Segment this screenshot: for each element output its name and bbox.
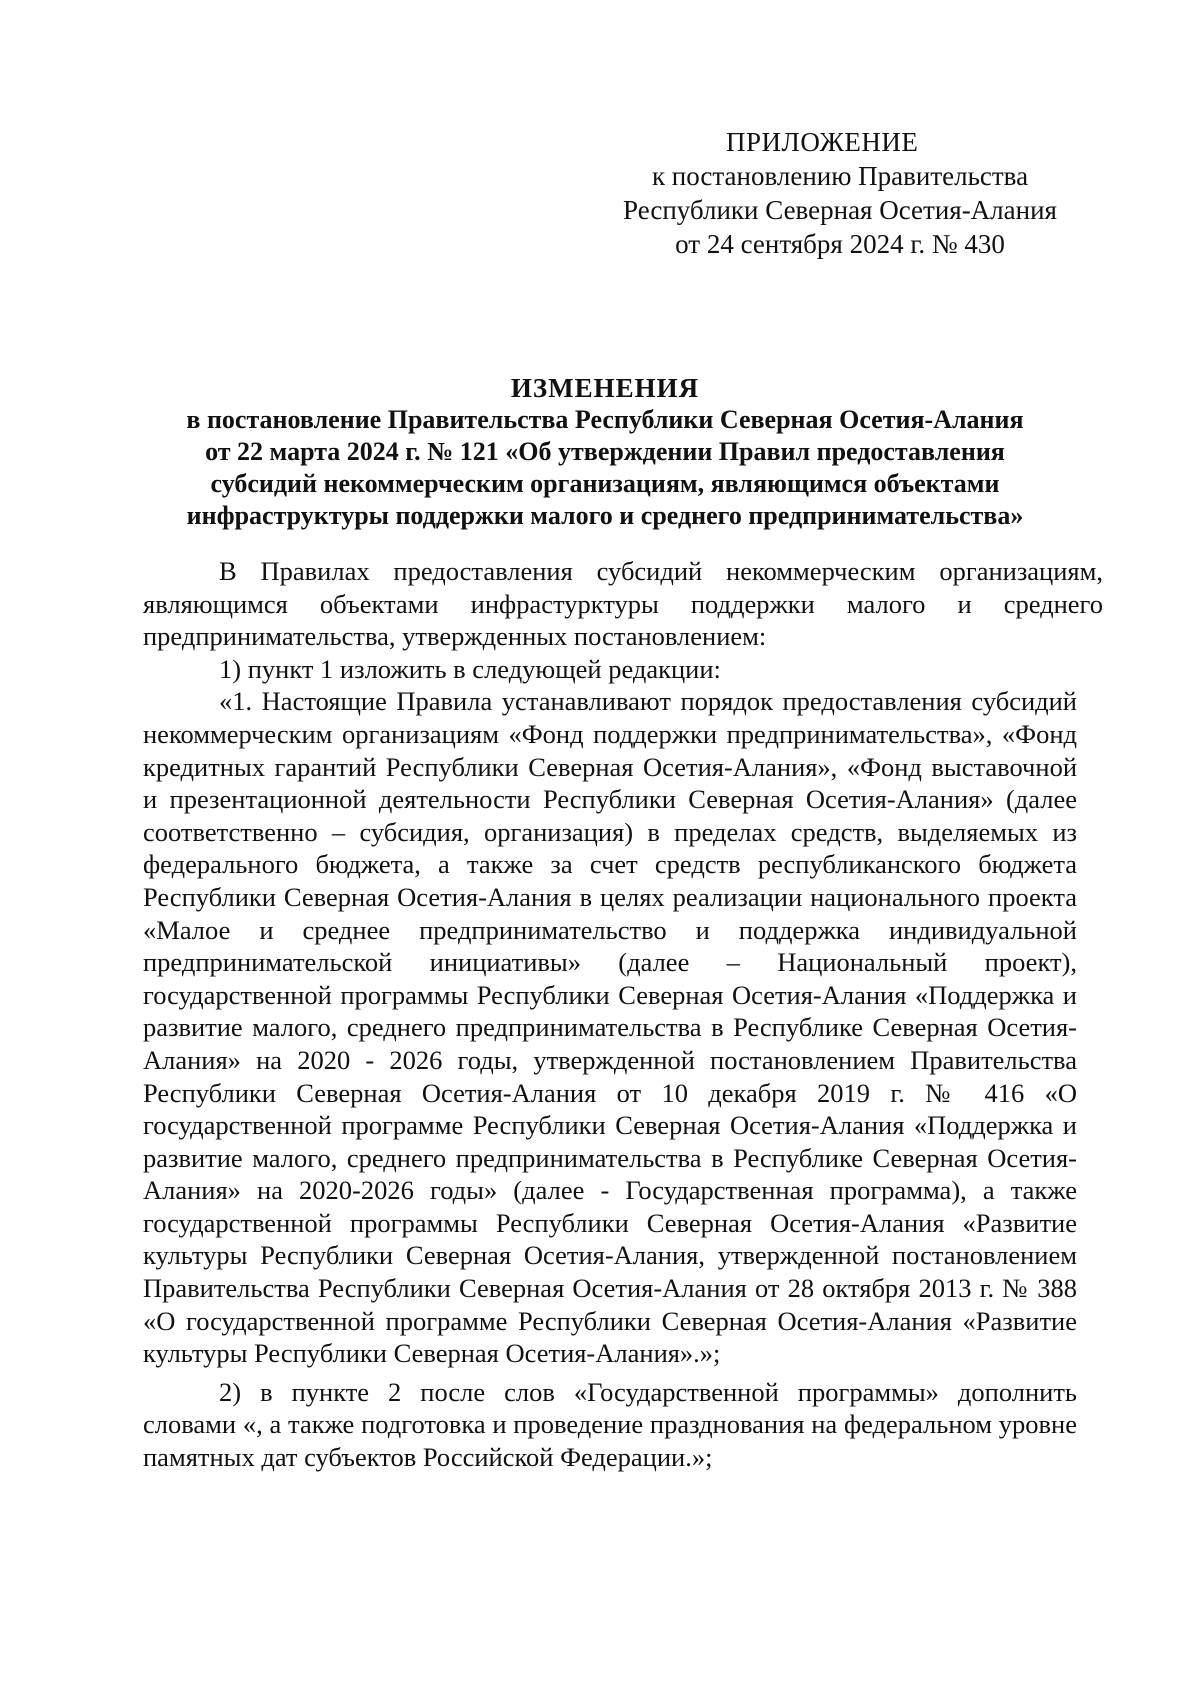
title-line-4: инфраструктуры поддержки малого и среднего предпринимательства» (186, 501, 1024, 530)
appendix-line-3: от 24 сентября 2024 г. № 430 (675, 229, 1005, 259)
document-body (143, 555, 1103, 1474)
appendix-line-1: к постановлению Правительства (651, 161, 1029, 191)
title-line-3: субсидий некоммерческим организациям, являющимся объектами (210, 469, 1000, 498)
item-1-text: «1. Настоящие Правила устанавливают порядок предоставления субсидий некоммерческим организациям «Фонд поддержки предпринимательства», «Фонд кредитных гарантий Республики Северная Осетия-Алания», «Фонд выставочной и презентационной деятельности Республики Северная Осетия-Алания» (далее соответственно – субсидия, организация) в пределах средств, выделяемых из федерального бюджета, а также за счет средств республиканского бюджета Республики Северная Осетия-Алания в целях реализации национального проекта «Малое и среднее предпринимательство и поддержка индивидуальной предпринимательской инициативы» (далее – Национальный проект), государственной программы Республики Северная Осетия-Алания «Поддержка и развитие малого, среднего предпринимательства в Республике Северная Осетия-Алания» на 2020 - 2026 годы, утвержденной постановлением Правительства Республики Северная Осетия-Алания от 10 декабря 2019 г. № 416 «О государственной программе Республики Северная Осетия-Алания «Поддержка и развитие малого, среднего предпринимательства в Республике Северная Осетия-Алания» на 2020-2026 годы» (далее - Государственная программа), а также государственной программы Республики Северная Осетия-Алания «Развитие культуры Республики Северная Осетия-Алания, утвержденной постановлением Правительства Республики Северная Осетия-Алания от 28 октября 2013 г. № 388 «О государственной программе Республики Северная Осетия-Алания «Развитие культуры Республики Северная Осетия-Алания».»; (143, 686, 1077, 1369)
intro-paragraph: В Правилах предоставления субсидий некоммерческим организациям, являющимся объектами инфрастурктуры поддержки малого и среднего предпринимательства, утвержденных постановлением: (143, 556, 1103, 652)
title-heading: ИЗМЕНЕНИЯ (510, 373, 700, 403)
appendix-header (610, 125, 1090, 261)
document-title (140, 372, 1070, 532)
appendix-line-2: Республики Северная Осетия-Алания (623, 195, 1057, 225)
title-line-1: в постановление Правительства Республики Северная Осетия-Алания (186, 405, 1024, 434)
item-2-text: 2) в пункте 2 после слов «Государственной программы» дополнить словами «, а также подготовка и проведение празднования на федеральном уровне памятных дат субъектов Российской Федерации.»; (143, 1376, 1077, 1473)
appendix-label: ПРИЛОЖЕНИЕ (726, 127, 919, 157)
title-line-2: от 22 марта 2024 г. № 121 «Об утверждении Правил предоставления (205, 437, 1005, 466)
item-1-intro: 1) пункт 1 изложить в следующей редакции: (219, 653, 721, 684)
